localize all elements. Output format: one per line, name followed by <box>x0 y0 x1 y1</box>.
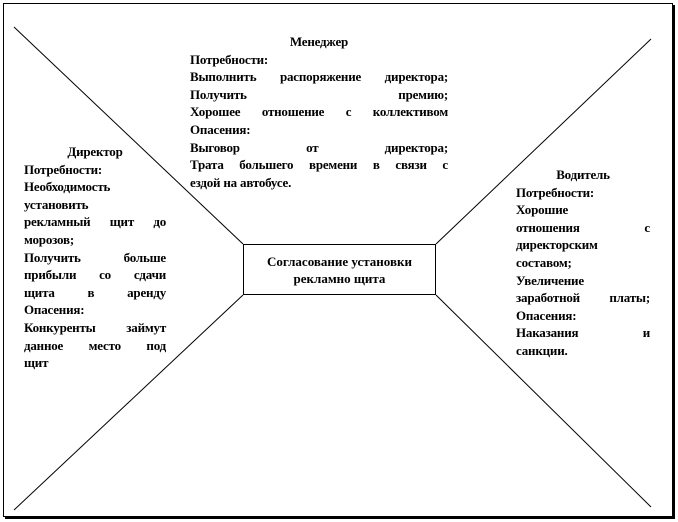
director-title: Директор <box>67 144 123 159</box>
center-box <box>243 244 436 295</box>
manager-title: Менеджер <box>289 34 349 49</box>
director-line: Получить больше <box>24 249 166 265</box>
director-line: установить <box>24 196 89 212</box>
driver-line: отношения с <box>516 219 650 235</box>
director-line: щит <box>24 355 49 371</box>
center-text: Согласование установки рекламно щита <box>267 253 412 286</box>
manager-line: Выговор от директора; <box>190 139 448 155</box>
driver-line: Увеличение <box>516 272 584 288</box>
director-line: прибыли со сдачи <box>24 267 166 283</box>
director-line: щита в аренду <box>24 284 166 300</box>
driver-block <box>516 166 650 360</box>
director-block <box>24 143 166 372</box>
director-line: Необходимость <box>24 179 111 195</box>
manager-line: Опасения: <box>190 121 251 137</box>
director-line: Опасения: <box>24 302 85 318</box>
driver-line: директорским <box>516 237 598 253</box>
driver-line: составом; <box>516 254 572 270</box>
manager-line: Получить премию; <box>190 86 448 102</box>
driver-title: Водитель <box>556 167 610 182</box>
director-line: Конкуренты займут <box>24 319 166 335</box>
manager-line: Выполнить распоряжение директора; <box>190 69 448 85</box>
director-line: морозов; <box>24 231 74 247</box>
driver-line: санкции. <box>516 342 568 358</box>
driver-line: Наказания и <box>516 325 650 341</box>
manager-line: Трата большего времени в связи с <box>190 157 448 173</box>
director-line: данное место под <box>24 337 166 353</box>
manager-line: Хорошее отношение с коллективом <box>190 104 448 120</box>
driver-line: Хорошие <box>516 202 569 218</box>
driver-line: Опасения: <box>516 307 577 323</box>
manager-line: Потребности: <box>190 51 269 67</box>
manager-block <box>190 33 448 191</box>
driver-line: Потребности: <box>516 184 595 200</box>
director-line: рекламный щит до <box>24 214 166 230</box>
manager-line: ездой на автобусе. <box>190 174 292 190</box>
director-line: Потребности: <box>24 161 103 177</box>
driver-line: заработной платы; <box>516 290 650 306</box>
